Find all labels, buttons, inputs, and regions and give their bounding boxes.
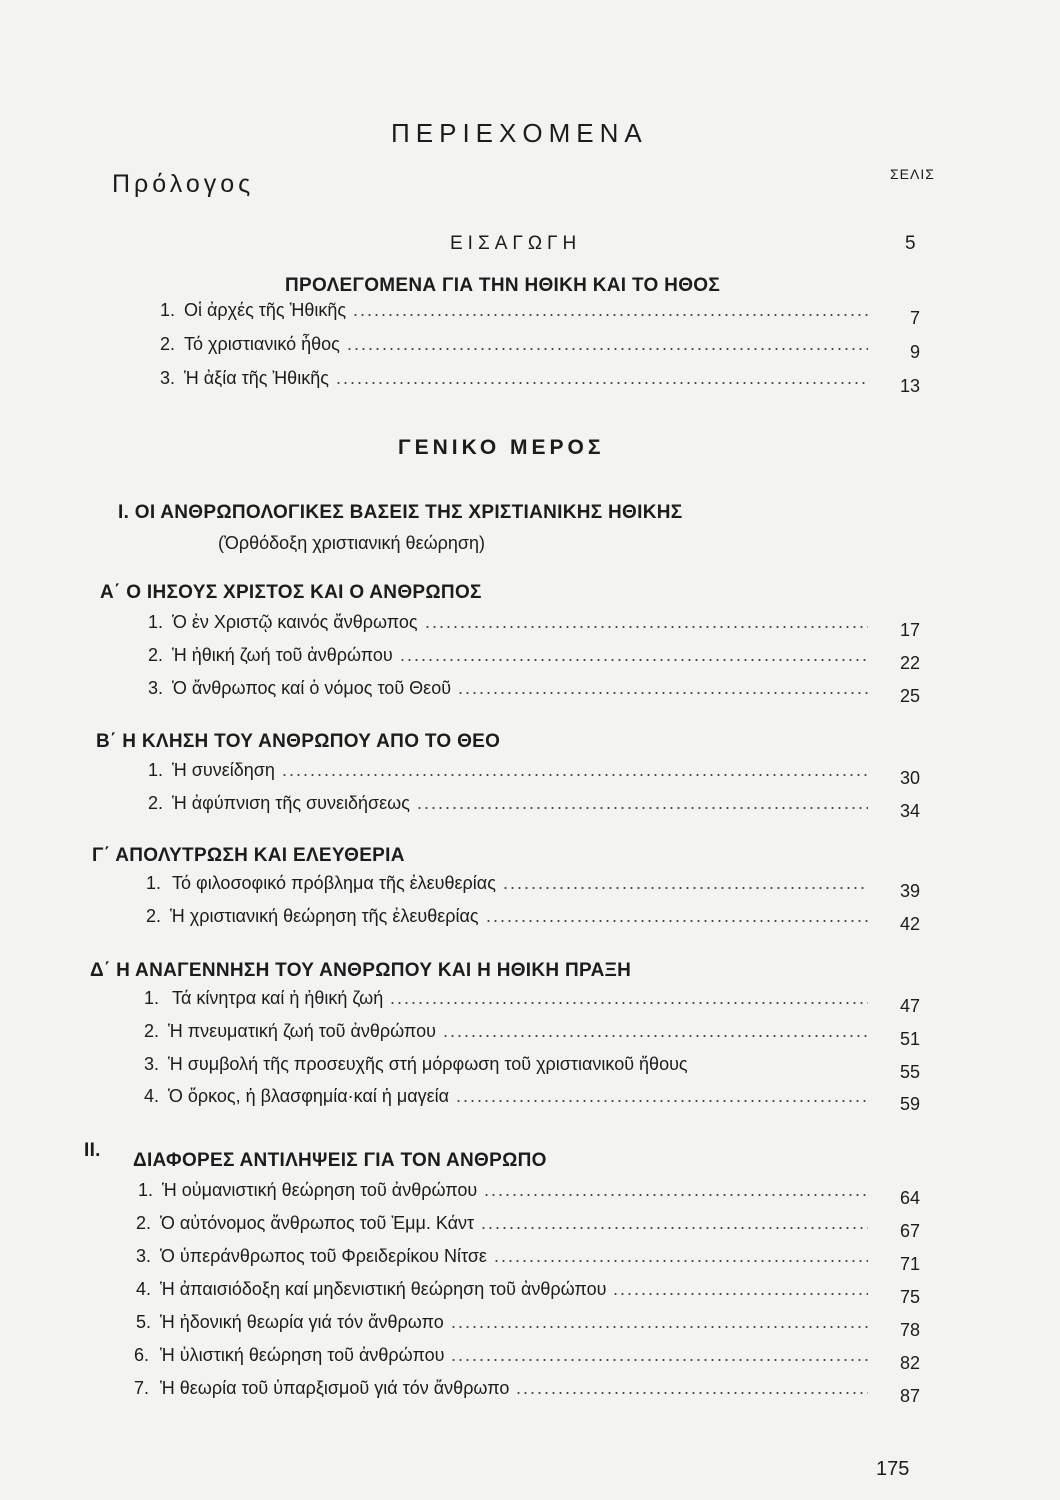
entry-title: Ἡ συμβολή τῆς προσευχῆς στή μόρφωση τοῦ χριστιανικοῦ ἤθους [168,1054,688,1074]
entry-title: Ἡ συνείδηση [172,760,275,780]
introduction-label: ΕΙΣΑΓΩΓΗ [450,233,582,254]
entry-number: 2. [144,1021,160,1041]
entry-page: 59 [899,1094,920,1114]
prologue-label: Πρόλογος [112,170,255,198]
dot-leader [694,1068,868,1070]
entry-page: 55 [899,1062,920,1082]
entry-page: 30 [899,768,920,788]
entry-title: Ἡ οὐμανιστική θεώρηση τοῦ ἀνθρώπου [162,1180,478,1200]
entry-number: 4. [144,1086,160,1106]
dot-leader [457,692,868,694]
entry-title: Τό χριστιανικό ἦθος [184,334,340,354]
entry-title: Ἡ χριστιανική θεώρηση τῆς ἐλευθερίας [170,906,479,926]
part2-heading: ΔΙΑΦΟΡΕΣ ΑΝΤΙΛΗΨΕΙΣ ΓΙΑ ΤΟΝ ΑΝΘΡΩΠΟ [133,1150,547,1171]
toc-entry [134,1345,920,1373]
entry-number: 7. [134,1378,150,1398]
entry-page: 82 [899,1353,920,1373]
entry-title: Ἡ ἀξία τῆς Ἠθικῆς [184,368,329,388]
dot-leader [480,1227,868,1229]
entry-number: 1. [148,760,164,780]
toc-entry [144,1054,920,1082]
entry-title: Ἡ ἀπαισιόδοξη καί μηδενιστική θεώρηση τοῦ ἀνθρώπου [160,1279,607,1299]
dot-leader [515,1392,868,1394]
toc-entry [136,1279,920,1307]
dot-leader [450,1326,868,1328]
entry-number: 3. [144,1054,160,1074]
entry-page: 42 [899,914,920,934]
general-part-heading: ΓΕΝΙΚΟ ΜΕΡΟΣ [398,436,605,459]
entry-page: 87 [899,1386,920,1406]
entry-page: 22 [899,653,920,673]
entry-number: 1. [146,873,162,893]
toc-entry [144,1086,920,1114]
toc-entry [136,1246,920,1274]
dot-leader [485,920,868,922]
toc-entry [134,1378,920,1406]
entry-title: Τό φιλοσοφικό πρόβλημα τῆς ἐλευθερίας [172,873,496,893]
entry-page: 78 [899,1320,920,1340]
entry-title: Ὁ ἐν Χριστῷ καινός ἄνθρωπος [172,612,418,632]
dot-leader [483,1194,868,1196]
entry-page: 67 [899,1221,920,1241]
entry-title: Ἡ ἠθική ζωή τοῦ ἀνθρώπου [172,645,393,665]
dot-leader [450,1359,868,1361]
part1-heading: I. ΟΙ ΑΝΘΡΩΠΟΛΟΓΙΚΕΣ ΒΑΣΕΙΣ ΤΗΣ ΧΡΙΣΤΙΑΝΙΚΗΣ ΗΘΙΚΗΣ [118,502,683,523]
dot-leader [442,1035,868,1037]
entry-title: Ἡ πνευματική ζωή τοῦ ἀνθρώπου [168,1021,436,1041]
toc-entry [136,1213,920,1241]
entry-title: Οἱ ἀρχές τῆς Ἠθικῆς [184,300,347,320]
toc-entry [160,334,920,362]
entry-page: 13 [899,376,920,396]
section-heading: Α΄ Ο ΙΗΣΟΥΣ ΧΡΙΣΤΟΣ ΚΑΙ Ο ΑΝΘΡΩΠΟΣ [100,582,482,603]
entry-page: 75 [899,1287,920,1307]
section-heading: Β΄ Η ΚΛΗΣΗ ΤΟΥ ΑΝΘΡΩΠΟΥ ΑΠΟ ΤΟ ΘΕΟ [96,731,501,752]
entry-number: 1. [138,1180,154,1200]
entry-title: Ἡ ἠδονική θεωρία γιά τόν ἄνθρωπο [160,1312,444,1332]
part2-number: II. [84,1140,101,1161]
entry-title: Ὁ ἄνθρωπος καί ὁ νόμος τοῦ Θεοῦ [172,678,452,698]
page-column-header: ΣΕΛΙΣ [890,166,935,182]
entry-number: 4. [136,1279,152,1299]
prolegomena-heading: ΠΡΟΛΕΓΟΜΕΝΑ ΓΙΑ ΤΗΝ ΗΘΙΚΗ ΚΑΙ ΤΟ ΗΘΟΣ [285,275,721,296]
entry-title: Τά κίνητρα καί ἡ ἠθική ζωή [172,988,384,1008]
entry-title: Ὁ αὐτόνομος ἄνθρωπος τοῦ Ἐμμ. Κάντ [160,1213,475,1233]
entry-number: 3. [148,678,164,698]
dot-leader [424,626,868,628]
entry-page: 25 [899,686,920,706]
dot-leader [612,1293,868,1295]
entry-number: 3. [136,1246,152,1266]
part1-subtitle: (Ὀρθόδοξη χριστιανική θεώρηση) [218,533,486,553]
toc-entry [138,1180,920,1208]
entry-number: 2. [146,906,162,926]
entry-page: 39 [899,881,920,901]
entry-page: 71 [899,1254,920,1274]
dot-leader [502,887,868,889]
toc-entry [148,760,920,788]
entry-number: 2. [148,645,164,665]
page-title: ΠΕΡΙΕΧΟΜΕΝΑ [391,118,648,148]
toc-entry [148,612,920,640]
dot-leader [389,1002,868,1004]
section-heading: Γ΄ ΑΠΟΛΥΤΡΩΣΗ ΚΑΙ ΕΛΕΥΘΕΡΙΑ [92,845,405,866]
toc-entry [136,1312,920,1340]
toc-entry [160,368,920,396]
dot-leader [352,314,868,316]
toc-entry [160,300,920,328]
dot-leader [399,659,868,661]
entry-page: 34 [899,801,920,821]
dot-leader [416,807,868,809]
page-folio: 175 [876,1458,910,1480]
toc-entry [148,793,920,821]
entry-page: 64 [899,1188,920,1208]
dot-leader [335,382,868,384]
toc-entry [144,1021,920,1049]
entry-page: 17 [899,620,920,640]
entry-page: 51 [899,1029,920,1049]
entry-number: 2. [160,334,176,354]
entry-title: Ὁ ὑπεράνθρωπος τοῦ Φρειδερίκου Νίτσε [160,1246,487,1266]
entry-number: 5. [136,1312,152,1332]
introduction-page: 5 [905,233,916,254]
entry-number: 2. [148,793,164,813]
entry-number: 3. [160,368,176,388]
entry-title: Ἡ θεωρία τοῦ ὑπαρξισμοῦ γιά τόν ἄνθρωπο [160,1378,510,1398]
dot-leader [346,348,868,350]
toc-entry [146,873,920,901]
entry-page: 47 [899,996,920,1016]
entry-number: 1. [148,612,164,632]
entry-number: 2. [136,1213,152,1233]
entry-number: 1. [144,988,160,1008]
entry-page: 7 [909,308,920,328]
entry-page: 9 [909,342,920,362]
entry-number: 1. [160,300,176,320]
entry-number: 6. [134,1345,150,1365]
entry-title: Ἡ ὑλιστική θεώρηση τοῦ ἀνθρώπου [160,1345,445,1365]
dot-leader [455,1100,868,1102]
toc-entry [146,906,920,934]
toc-entry [144,988,920,1016]
dot-leader [281,774,868,776]
toc-entry [148,678,920,706]
toc-entry [148,645,920,673]
section-heading: Δ΄ Η ΑΝΑΓΕΝΝΗΣΗ ΤΟΥ ΑΝΘΡΩΠΟΥ ΚΑΙ Η ΗΘΙΚΗ ΠΡΑΞΗ [90,960,632,981]
dot-leader [493,1260,868,1262]
entry-title: Ὁ ὅρκος, ἡ βλασφημία·καί ἡ μαγεία [168,1086,450,1106]
entry-title: Ἡ ἀφύπνιση τῆς συνειδήσεως [172,793,410,813]
